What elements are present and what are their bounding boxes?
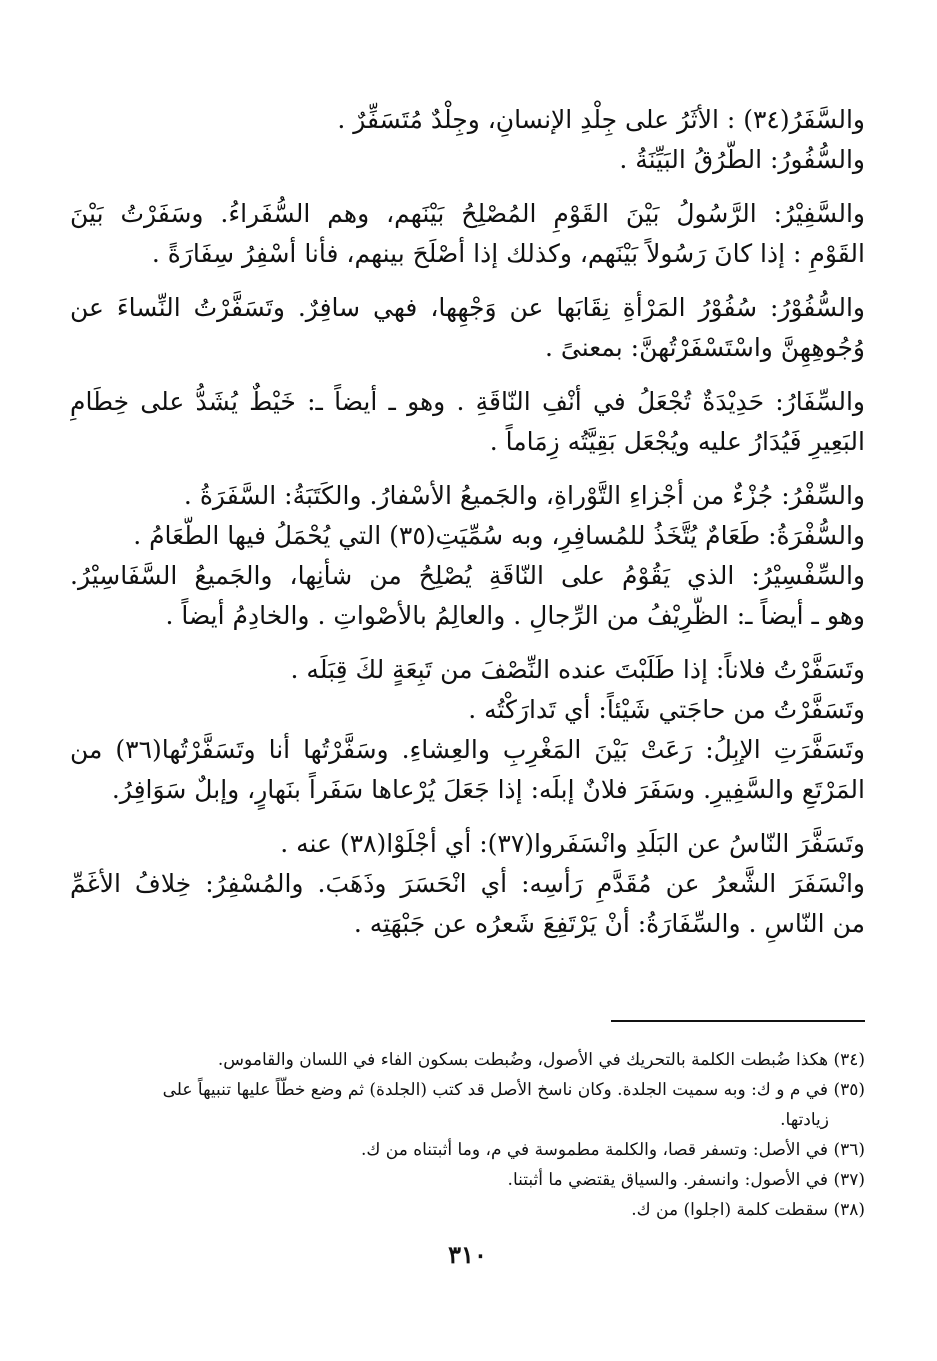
footnote-34: (٣٤) هكذا ضُبطت الكلمة بالتحريك في الأصول، وضُبطت بسكون الفاء في اللسان والقاموس. (217, 1050, 865, 1070)
text-line: وتَسَفَّرَ النّاسُ عن البَلَدِ وانْسَفَروا(٣٧): أي أجْلَوْا(٣٨) عنه . (280, 829, 865, 858)
footnote-separator (611, 1020, 865, 1022)
entry-sufra (70, 516, 865, 556)
text-line: من النّاسِ . والسِّفَارَةُ: أنْ يَرْتَفِعَ شَعرُه عن جَبْهَتِه . (353, 909, 865, 938)
footnote-36: (٣٦) في الأصل: وتسفر قصا، والكلمة مطموسة في م، وما أثبتناه من ك. (360, 1140, 865, 1160)
footnote-35: (٣٥) في م و ك: وبه سميت الجلدة. وكان ناسخ الأصل قد كتب (الجلدة) ثم وضع خطّاً عليها تنبيهاً على (162, 1080, 865, 1100)
entry-tasaffartu-fulanan (70, 650, 865, 690)
text-line: البَعِيرِ فَيُدَارُ عليه ويُجْعَل بَقِيَّتُه زِمَاماً . (489, 427, 865, 456)
entry-safar (70, 100, 865, 140)
text-line: وهو ـ أيضاً ـ: الظَّرِيْفُ من الرِّجالِ . والعالِمُ بالأصْواتِ . والخادِمُ أيضاً . (165, 601, 865, 630)
text-line: وتَسَفَّرْتُ فلاناً: إذا طَلَبْتَ عنده النِّصْفَ من تَبِعَةٍ لكَ قِبَلَه . (290, 655, 865, 684)
text-line: والسُّفُورُ: الطُّرُقُ البَيِّنَةُ . (619, 145, 865, 174)
text-line: وتَسَفَّرْتُ من حاجَتي شَيْئاً: أي تَدارَكْتُه . (468, 695, 865, 724)
footnotes (70, 1045, 865, 1225)
text-line: وانْسَفَرَ الشَّعرُ عن مُقَدَّمِ رَأسِه: أي انْحَسَرَ وذَهَبَ. والمُسْفِرُ: خِلافُ الأغَمِّ (70, 869, 865, 898)
text-line: القَوْمِ : إذا كانَ رَسُولاً بَيْنَهم، وكذلك إذا أصْلَحَ بينهم، فأنا أسْفِرُ سِفَارَةً . (151, 239, 865, 268)
text-line: والسُّفُوْرُ: سُفُوْرُ المَرْأةِ نِقَابَها عن وَجْهِها، فهي سافِرٌ. وتَسَفَّرْتُ النِّساءَ عن (70, 293, 865, 322)
footnote-37: (٣٧) في الأصول: وانسفر. والسياق يقتضي ما أثبتنا. (507, 1170, 865, 1190)
entry-sifar (70, 382, 865, 462)
entry-sufur-mar-a (70, 288, 865, 368)
text-line: والسِّفْرُ: جُزْءٌ من أجْزاءِ التَّوْراةِ، والجَميعُ الأسْفارُ. والكَتَبَةُ: السَّفَرَةُ . (183, 481, 865, 510)
entry-tasaffara-an-nas (70, 824, 865, 864)
entry-safir (70, 194, 865, 274)
text-line: والسَّفِيْرُ: الرَّسُولُ بَيْنَ القَوْمِ المُصْلِحُ بَيْنَهم، وهم السُّفَراءُ. وسَفَرْتُ بَيْنَ (70, 199, 865, 228)
entry-sifr (70, 476, 865, 516)
page-number: ٣١٠ (448, 1240, 487, 1269)
entry-tasaffarat-al-ibil (70, 730, 865, 810)
footnote-38: (٣٨) سقطت كلمة (اجلوا) من ك. (631, 1200, 865, 1220)
text-line: والسَّفَرُ(٣٤) : الأثَرُ على جِلْدِ الإنسانِ، وجِلْدٌ مُتَسَفِّرٌ . (337, 105, 865, 134)
text-line: والسِّفْسِيْرُ: الذي يَقُوْمُ على النّاقَةِ يُصْلِحُ من شأنِها، والجَميعُ السَّفَاسِيْرُ. (70, 561, 865, 590)
footnote-35-continuation: زيادتها. (780, 1110, 829, 1130)
entry-sufur-turuq (70, 140, 865, 180)
entry-insafara-ash-sha-r (70, 864, 865, 944)
entry-sifsir (70, 556, 865, 636)
text-line: والسُّفْرَةُ: طَعَامٌ يُتَّخَذُ للمُسافِرِ، وبه سُمِّيَتِ(٣٥) التي يُحْمَلُ فيها الطَّعَامُ . (133, 521, 865, 550)
entry-tasaffartu-hajati (70, 690, 865, 730)
text-line: المَرْتَعِ والسَّفِيرِ. وسَفَرَ فلانٌ إبلَه: إذا جَعَلَ يُرْعاها سَفَراً بنَهارٍ، وإبلٌ سَوَافِرُ. (111, 775, 865, 804)
text-line: وتَسَفَّرَتِ الإبِلُ: رَعَتْ بَيْنَ المَغْرِبِ والعِشاءِ. وسَفَّرْتُها أنا وتَسَفَّرْتُها(٣٦) من (70, 735, 865, 764)
text-line: وُجُوهِهِنَّ واسْتَسْفَرْتُهنَّ: بمعنىً . (544, 333, 865, 362)
text-line: والسِّفَارُ: حَدِيْدَةٌ تُجْعَلُ في أنْفِ النّاقَةِ . وهو ـ أيضاً ـ: خَيْطٌ يُشَدُّ على خِطَامِ (70, 387, 865, 416)
document-page (70, 100, 865, 1340)
